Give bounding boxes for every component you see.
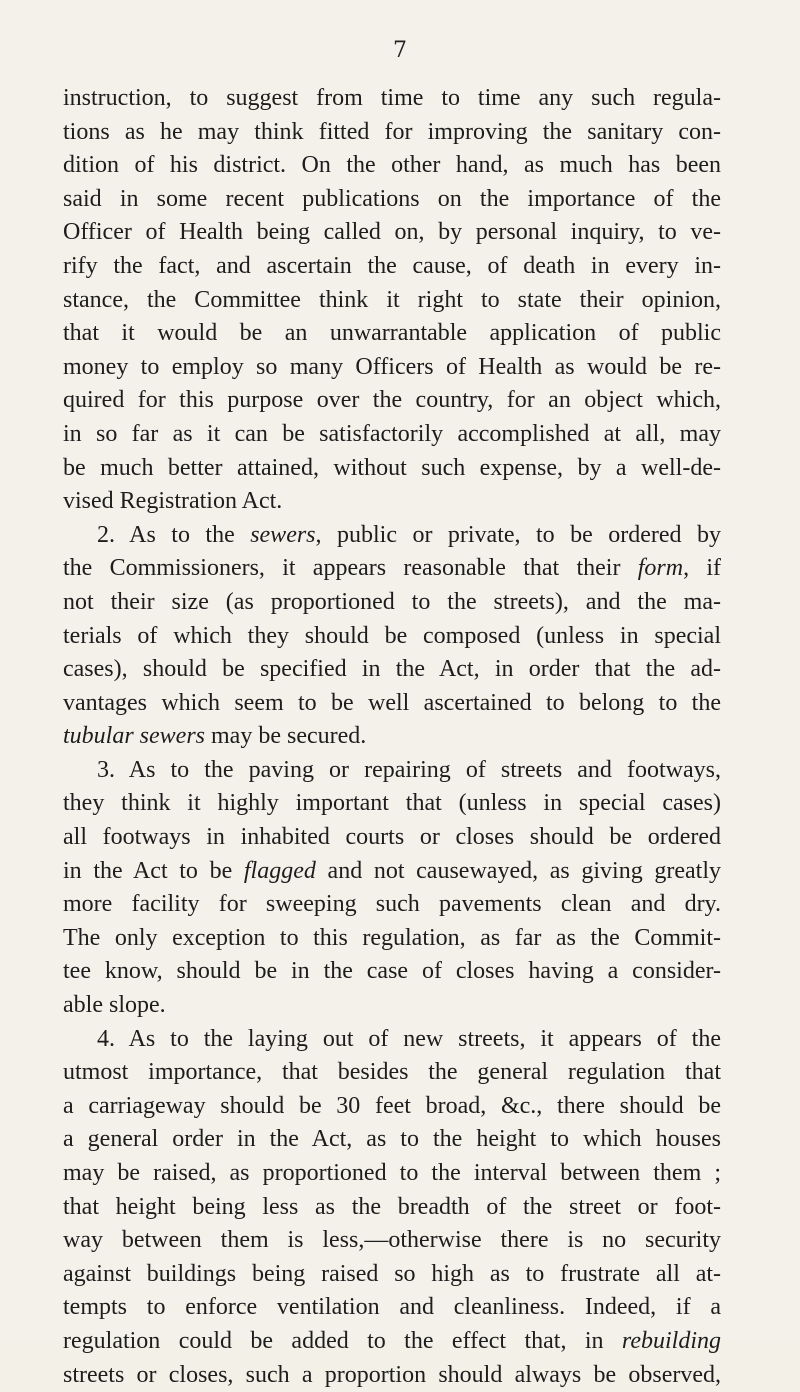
text-line xyxy=(63,586,721,620)
text-run: money to employ so many Officers of Health as would be re- xyxy=(63,353,721,380)
text-line xyxy=(63,754,721,788)
text-run: The only exception to this regulation, as far as the Commit- xyxy=(63,924,721,951)
text-run: instruction, to suggest from time to time any such regula- xyxy=(63,85,721,111)
italic-text: form xyxy=(637,555,684,582)
text-line xyxy=(63,888,721,922)
text-line xyxy=(63,317,721,351)
text-run: tempts to enforce ventilation and cleanliness. Indeed, if a xyxy=(63,1294,721,1321)
text-run: Officer of Health being called on, by personal inquiry, to ve- xyxy=(63,219,721,246)
text-line xyxy=(63,1056,721,1090)
text-run: 3. As to the paving or repairing of streets and footways, xyxy=(97,756,721,783)
text-run: tions as he may think fitted for improving the sanitary con- xyxy=(63,118,721,145)
text-line xyxy=(63,452,721,486)
text-line xyxy=(63,116,721,150)
text-line xyxy=(63,1191,721,1225)
text-line xyxy=(63,418,721,452)
text-run: a carriageway should be 30 feet broad, &c., there should be xyxy=(63,1092,721,1119)
text-line xyxy=(63,787,721,821)
text-line xyxy=(63,384,721,418)
text-line xyxy=(63,989,721,1023)
text-run: and not causewayed, as giving greatly xyxy=(315,857,722,884)
text-line xyxy=(63,1291,721,1325)
text-run: tee know, should be in the case of closes having a consider- xyxy=(63,958,721,985)
text-run: may be raised, as proportioned to the interval between them ; xyxy=(63,1160,721,1186)
text-run: vantages which seem to be well ascertained to belong to the xyxy=(63,689,721,716)
text-line xyxy=(63,519,721,553)
text-run: able slope. xyxy=(63,992,166,1019)
text-line xyxy=(63,620,721,654)
text-run: way between them is less,—otherwise there is no security xyxy=(63,1227,721,1254)
text-run: terials of which they should be composed (unless in special xyxy=(63,622,721,649)
text-line xyxy=(63,1023,721,1057)
text-run: be much better attained, without such expense, by a well-de- xyxy=(63,454,721,481)
text-line xyxy=(63,485,721,519)
text-run: cases), should be specified in the Act, in order that the ad- xyxy=(63,656,721,683)
text-run: may be secured. xyxy=(205,723,367,750)
text-run: stance, the Committee think it right to state their opinion, xyxy=(63,286,721,313)
text-run: that it would be an unwarrantable application of public xyxy=(63,320,721,347)
text-line xyxy=(63,250,721,284)
text-line xyxy=(63,1090,721,1124)
text-run: the Commissioners, it appears reasonable that their xyxy=(63,555,638,582)
text-run: vised Registration Act. xyxy=(63,488,283,515)
text-run: regulation could be added to the effect that, in xyxy=(63,1327,622,1354)
text-line xyxy=(63,653,721,687)
text-line xyxy=(63,1224,721,1258)
italic-text: flagged xyxy=(243,857,316,884)
text-line xyxy=(63,720,721,754)
text-line xyxy=(63,821,721,855)
text-line xyxy=(63,284,721,318)
text-line xyxy=(63,183,721,217)
text-line xyxy=(63,687,721,721)
text-run: in the Act to be xyxy=(63,857,244,884)
text-run: 2. As to the xyxy=(97,521,251,548)
text-line xyxy=(63,855,721,889)
text-line xyxy=(63,351,721,385)
text-line xyxy=(63,216,721,250)
text-run: streets or closes, such a proportion should always be observed, xyxy=(63,1361,721,1388)
text-run: that height being less as the breadth of the street or foot- xyxy=(63,1193,721,1220)
text-line xyxy=(63,1258,721,1292)
italic-text: sewers xyxy=(250,521,316,548)
text-run: said in some recent publications on the importance of the xyxy=(63,185,721,212)
text-line xyxy=(63,552,721,586)
text-run: more facility for sweeping such pavements clean and dry. xyxy=(63,891,721,918)
text-run: a general order in the Act, as to the height to which houses xyxy=(63,1126,721,1153)
body-text xyxy=(63,82,721,1392)
text-line xyxy=(63,1123,721,1157)
text-line xyxy=(63,1325,721,1359)
text-line xyxy=(63,1157,721,1191)
text-line xyxy=(63,82,721,116)
text-run: , if xyxy=(683,555,721,582)
text-run: rify the fact, and ascertain the cause, of death in every in- xyxy=(63,252,721,279)
text-line xyxy=(63,1359,721,1392)
text-line xyxy=(63,922,721,956)
text-line xyxy=(63,955,721,989)
text-line xyxy=(63,149,721,183)
text-run: , public or private, to be ordered by xyxy=(315,521,721,548)
italic-text: tubular sewers xyxy=(63,723,206,750)
text-run: they think it highly important that (unless in special cases) xyxy=(63,790,721,817)
text-run: in so far as it can be satisfactorily accomplished at all, may xyxy=(63,420,721,447)
text-run: dition of his district. On the other hand, as much has been xyxy=(63,152,721,179)
text-run: all footways in inhabited courts or closes should be ordered xyxy=(63,824,721,851)
text-run: utmost importance, that besides the general regulation that xyxy=(63,1059,721,1086)
text-run: against buildings being raised so high as to frustrate all at- xyxy=(63,1260,721,1287)
page-number: 7 xyxy=(393,38,407,63)
text-run: quired for this purpose over the country, for an object which, xyxy=(63,387,721,414)
italic-text: rebuilding xyxy=(621,1327,721,1354)
text-run: 4. As to the laying out of new streets, it appears of the xyxy=(97,1025,721,1052)
text-run: not their size (as proportioned to the streets), and the ma- xyxy=(63,588,721,615)
